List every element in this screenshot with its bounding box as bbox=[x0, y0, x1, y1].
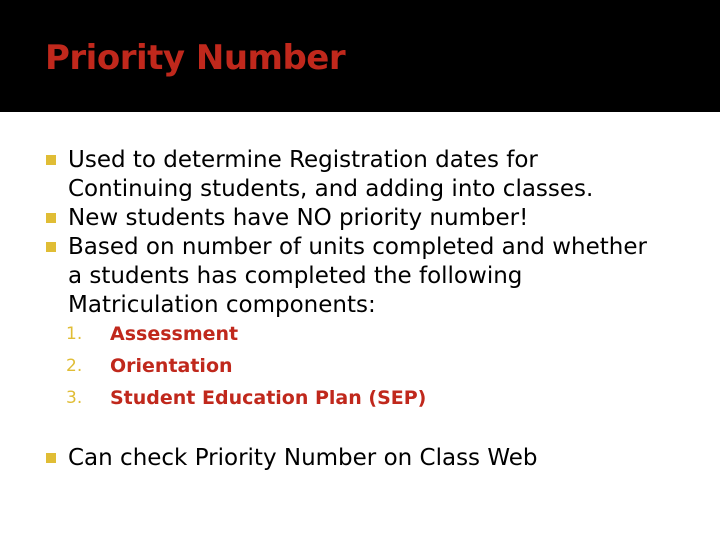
bullet-marker-icon bbox=[46, 155, 56, 165]
component-label: Assessment bbox=[110, 323, 239, 345]
bullet-text: Used to determine Registration dates for Continuing students, and adding into classes. bbox=[68, 147, 594, 202]
bullet-text: Based on number of units completed and whether a students has completed the following Matriculation components: bbox=[68, 234, 647, 318]
component-number: 3. bbox=[66, 388, 83, 408]
component-item bbox=[66, 323, 239, 345]
bullet-marker-icon bbox=[46, 242, 56, 252]
component-item bbox=[66, 387, 427, 409]
bullet-item bbox=[68, 444, 668, 473]
bullet-marker-icon bbox=[46, 213, 56, 223]
component-item bbox=[66, 355, 233, 377]
bullet-item bbox=[68, 233, 668, 320]
component-number: 1. bbox=[66, 324, 83, 344]
bullet-marker-icon bbox=[46, 453, 56, 463]
bullet-item bbox=[68, 146, 628, 204]
bullet-text: New students have NO priority number! bbox=[68, 205, 529, 231]
component-label: Orientation bbox=[110, 355, 233, 377]
bullet-text: Can check Priority Number on Class Web bbox=[68, 445, 538, 471]
component-label: Student Education Plan (SEP) bbox=[110, 387, 427, 409]
bullet-item bbox=[68, 204, 648, 233]
component-number: 2. bbox=[66, 356, 83, 376]
slide-title: Priority Number bbox=[45, 38, 346, 78]
